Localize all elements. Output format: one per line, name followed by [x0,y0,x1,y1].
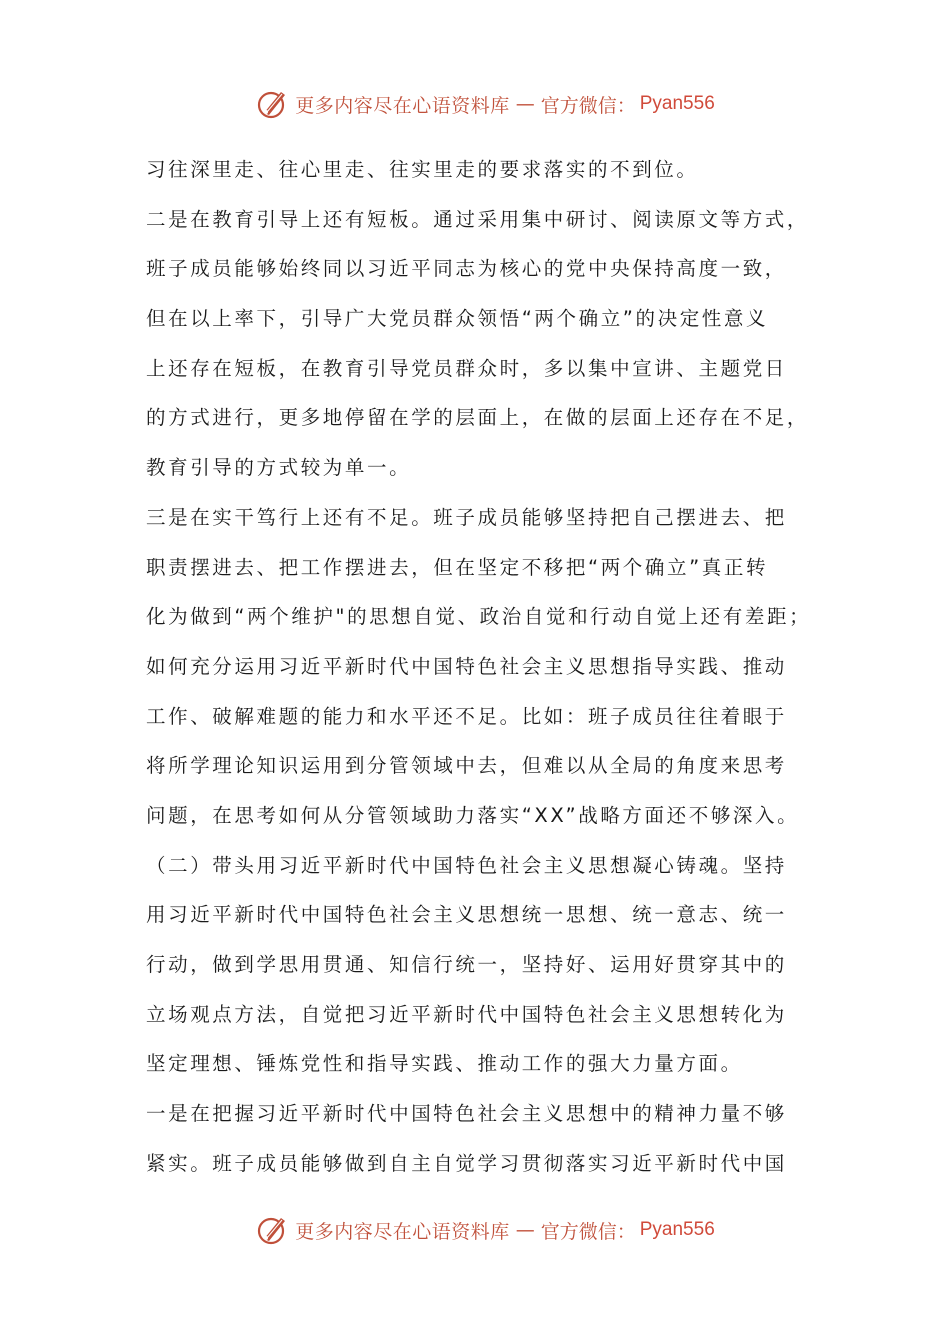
header-banner [0,84,950,124]
text-line: 一是在把握习近平新时代中国特色社会主义思想中的精神力量不够 [146,1102,787,1126]
text-line: 将所学理论知识运用到分管领域中去，但难以从全局的角度来思考 [146,754,787,778]
quill-pen-logo-icon [255,1212,291,1248]
text-line: 三是在实干笃行上还有不足。班子成员能够坚持把自己摆进去、把 [146,505,787,529]
text-line: 职责摆进去、把工作摆进去，但在坚定不移把“两个确立”真正转 [146,555,769,579]
text-line: 坚定理想、锤炼党性和指导实践、推动工作的强大力量方面。 [146,1052,743,1076]
footer-banner-text: 更多内容尽在心语资料库 [295,1220,510,1243]
text-line: 化为做到“两个维护"的思想自觉、政治自觉和行动自觉上还有差距； [146,605,812,629]
header-wechat-label: 官方微信： [540,94,636,117]
text-line: 班子成员能够始终同以习近平同志为核心的党中央保持高度一致， [146,257,787,281]
header-banner-inner [255,86,715,122]
text-line: 教育引导的方式较为单一。 [146,456,412,480]
text-line: 的方式进行，更多地停留在学的层面上，在做的层面上还存在不足， [146,406,810,430]
footer-banner [0,1210,950,1250]
text-line: 但在以上率下，引导广大党员群众领悟“两个确立”的决定性意义 [146,307,769,331]
text-line: 如何充分运用习近平新时代中国特色社会主义思想指导实践、推动 [146,654,787,678]
document-body [146,150,826,1193]
text-line: 用习近平新时代中国特色社会主义思想统一思想、统一意志、统一 [146,903,787,927]
header-banner-separator: — [515,93,535,115]
text-line: 问题，在思考如何从分管领域助力落实“XX”战略方面还不够深入。 [146,803,800,827]
footer-banner-separator: — [515,1219,535,1241]
text-line: （二）带头用习近平新时代中国特色社会主义思想凝心铸魂。坚持 [146,853,787,877]
footer-wechat-label: 官方微信： [540,1220,636,1243]
text-line: 行动，做到学思用贯通、知信行统一，坚持好、运用好贯穿其中的 [146,953,787,976]
quill-pen-logo-icon [255,86,291,122]
text-line: 紧实。班子成员能够做到自主自觉学习贯彻落实习近平新时代中国 [146,1151,787,1175]
text-line: 习往深里走、往心里走、往实里走的要求落实的不到位。 [146,158,699,181]
text-line: 上还存在短板，在教育引导党员群众时，多以集中宣讲、主题党日 [146,356,787,380]
header-banner-text: 更多内容尽在心语资料库 [295,94,510,117]
text-line: 工作、破解难题的能力和水平还不足。比如：班子成员往往着眼于 [146,704,787,728]
text-line: 立场观点方法，自觉把习近平新时代中国特色社会主义思想转化为 [146,1002,787,1026]
text-line: 二是在教育引导上还有短板。通过采用集中研讨、阅读原文等方式， [146,207,810,231]
footer-banner-inner [255,1212,715,1248]
header-wechat-id: Pyan556 [639,93,715,114]
footer-wechat-id: Pyan556 [639,1219,715,1240]
